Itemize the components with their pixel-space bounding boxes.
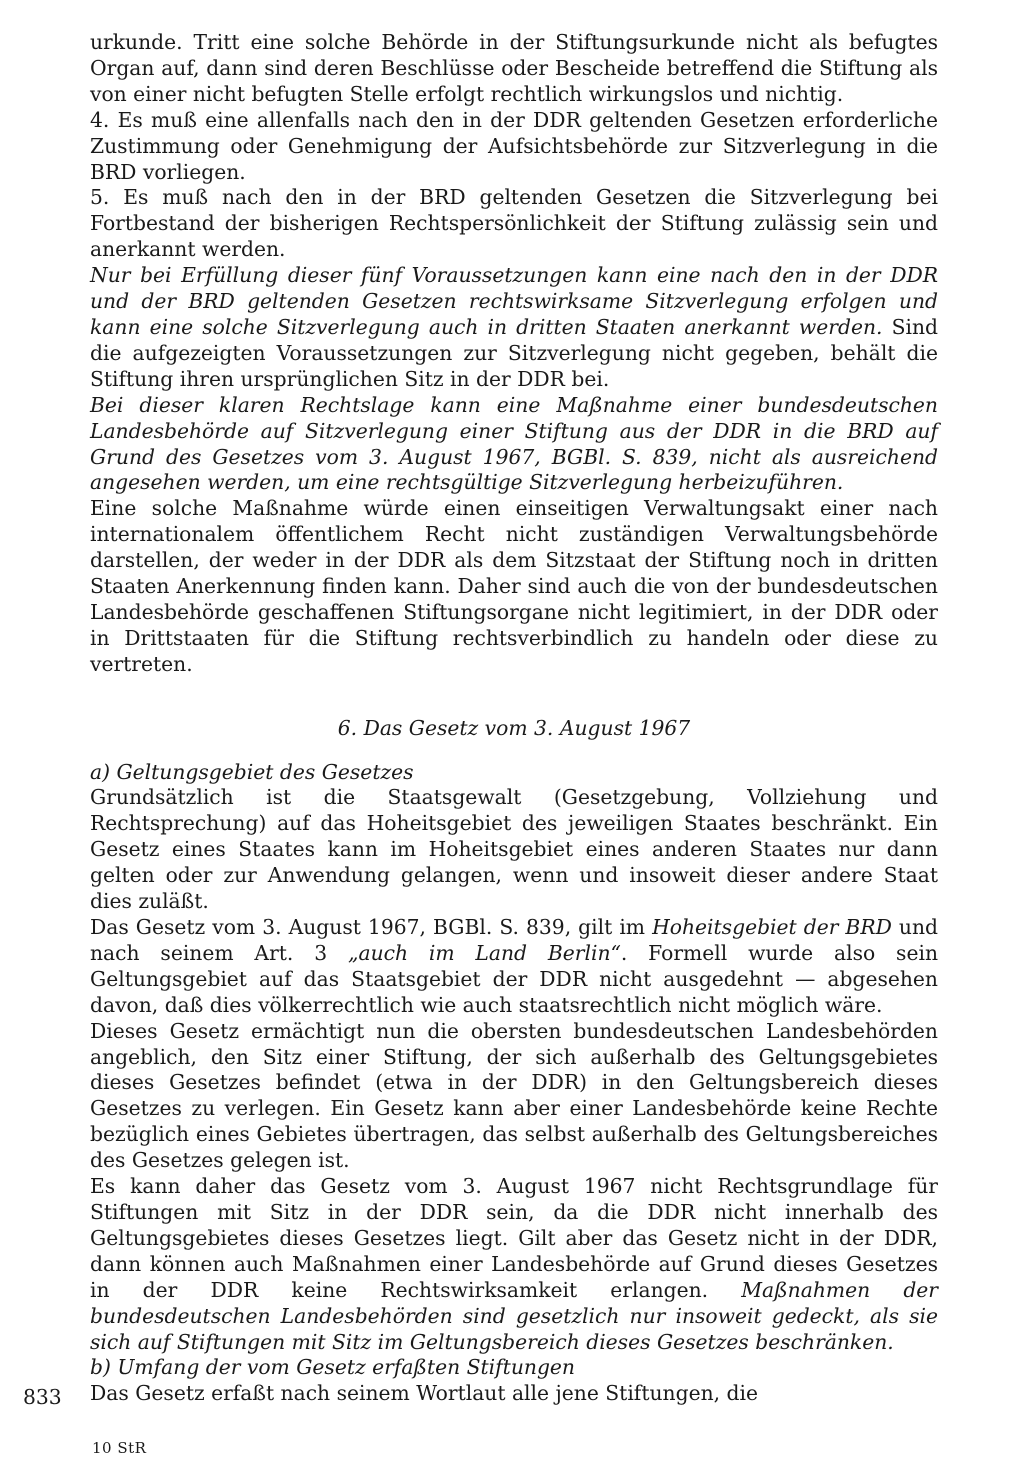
emphasis-text: Hoheitsgebiet der BRD: [652, 915, 892, 939]
paragraph: 5. Es muß nach den in der BRD geltenden Gesetzen die Sitzverlegung bei Fortbestand der bisherigen Rechtspersönlichkeit der Stiftung zulässig sein und anerkannt werden.: [90, 185, 938, 262]
page-body: [90, 30, 938, 1407]
paragraph-text: Das Gesetz vom 3. August 1967, BGBl. S. 839, gilt im: [90, 915, 646, 939]
paragraph: Dieses Gesetz ermächtigt nun die obersten bundesdeutschen Landesbehörden angeblich, den Sitz einer Stiftung, der sich außerhalb des Geltungsgebietes dieses Gesetzes befindet (etwa in der DDR) in den Geltungsbereich dieses Gesetzes zu verlegen. Ein Gesetz kann aber einer Landesbehörde keine Rechte bezüglich eines Gebietes übertragen, das selbst außerhalb des Geltungsbereiches des Gesetzes gelegen ist.: [90, 1018, 938, 1173]
page-number: 833: [23, 1385, 62, 1409]
paragraph: Grundsätzlich ist die Staatsgewalt (Gesetzgebung, Vollziehung und Rechtsprechung) auf das Hoheitsgebiet des jeweiligen Staates beschränkt. Ein Gesetz eines Staates kann im Hoheitsgebiet eines anderen Staates nur dann gelten oder zur Anwendung gelangen, wenn und insoweit dieser andere Staat dies zuläßt.: [90, 785, 938, 914]
paragraph: [90, 1174, 938, 1355]
paragraph: 4. Es muß eine allenfalls nach den in der DDR geltenden Gesetzen erforderliche Zustimmung oder Genehmigung der Aufsichtsbehörde zur Sitzverlegung in die BRD vorliegen.: [90, 107, 938, 184]
emphasis-text: Maßnahmen der bundesdeutschen Landesbehörden sind gesetzlich nur insoweit gedeckt, als sie sich auf Stiftungen mit Sitz im Geltungsbereich dieses Gesetzes beschränken.: [90, 1277, 938, 1354]
subsection-heading: b) Umfang der vom Gesetz erfaßten Stiftungen: [90, 1355, 575, 1380]
paragraph-text: und nach seinem Art. 3: [90, 915, 939, 965]
emphasis-text: Nur bei Erfüllung dieser fünf Voraussetzungen kann eine nach den in der DDR und der BRD geltenden Gesetzen rechtswirksame Sitzverlegung erfolgen und kann eine solche Sitzverlegung auch in dritten Staaten anerkannt werden.: [90, 263, 938, 339]
paragraph-text: Sind die aufgezeigten Voraussetzungen zur Sitzverlegung nicht gegeben, behält die Stiftung ihren ursprünglichen Sitz in der DDR bei.: [90, 314, 938, 391]
paragraph-text: Es kann daher das Gesetz vom 3. August 1967 nicht Rechtsgrundlage für Stiftungen mit Sitz in der DDR sein, da die DDR nicht innerhalb des Geltungsgebietes dieses Gesetzes liegt. Gilt aber das Gesetz nicht in der DDR, dann können auch Maßnahmen einer Landesbehörde auf Grund dieses Gesetzes in der DDR keine Rechtswirksamkeit erlangen.: [90, 1174, 938, 1302]
paragraph: Bei dieser klaren Rechtslage kann eine Maßnahme einer bundesdeutschen Landesbehörde auf Sitzverlegung einer Stiftung aus der DDR in die BRD auf Grund des Gesetzes vom 3. August 1967, BGBl. S. 839, nicht als ausreichend angesehen werden, um eine rechtsgültige Sitzverlegung herbeizuführen.: [90, 392, 938, 495]
paragraph: [90, 915, 938, 1019]
spacer: [90, 742, 938, 760]
paragraph: Das Gesetz erfaßt nach seinem Wortlaut alle jene Stiftungen, die: [90, 1381, 759, 1406]
paragraph: [90, 263, 938, 393]
paragraph: urkunde. Tritt eine solche Behörde in der Stiftungsurkunde nicht als befugtes Organ auf, dann sind deren Beschlüsse oder Bescheide betreffend die Stiftung als von einer nicht befugten Stelle erfolgt rechtlich wirkungslos und nichtig.: [90, 30, 938, 106]
spacer: [90, 678, 938, 716]
paragraph-text: . Formell wurde also sein Geltungsgebiet auf das Staatsgebiet der DDR nicht ausgedehnt — abgesehen davon, daß dies völkerrechtlich wie auch staatsrechtlich nicht möglich wäre.: [90, 940, 939, 1017]
subsection-heading: a) Geltungsgebiet des Gesetzes: [90, 759, 414, 784]
footer-signature: 10 StR: [92, 1439, 147, 1457]
paragraph: Eine solche Maßnahme würde einen einseitigen Verwaltungsakt einer nach internationalem öffentlichem Recht nicht zuständigen Verwaltungsbehörde darstellen, der weder in der DDR als dem Sitzstaat der Stiftung noch in dritten Staaten Anerkennung finden kann. Daher sind auch die von der bundesdeutschen Landesbehörde geschaffenen Stiftungsorgane nicht legitimiert, in der DDR oder in Drittstaaten für die Stiftung rechtsverbindlich zu handeln oder diese zu vertreten.: [90, 496, 938, 676]
emphasis-text: „auch im Land Berlin“: [347, 940, 621, 965]
section-heading: 6. Das Gesetz vom 3. August 1967: [337, 715, 691, 740]
